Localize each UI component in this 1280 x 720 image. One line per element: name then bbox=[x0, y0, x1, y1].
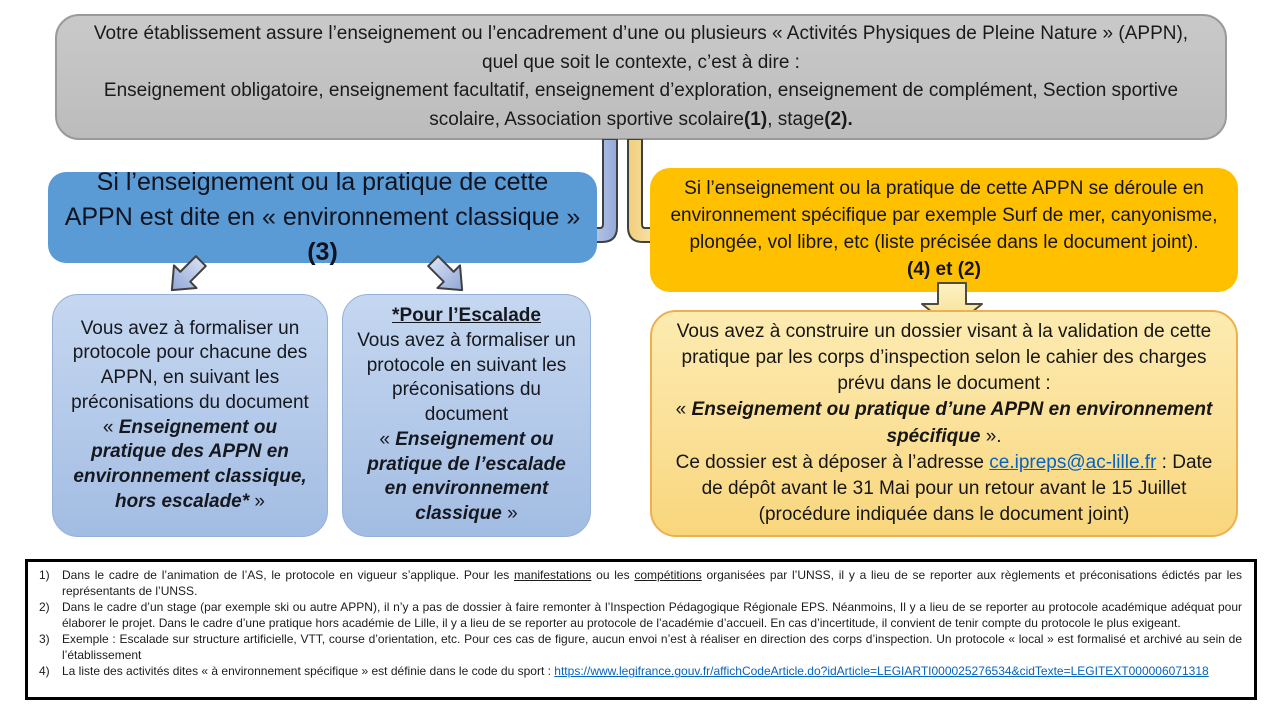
text-run: Enseignement obligatoire, enseignement facultatif, enseignement d’exploration, enseignement de complément, Section sportive scolaire, Association sportive scolaire bbox=[103, 80, 1179, 130]
text-run: Dans le cadre de l’animation de l’AS, le protocole en vigueur s’applique. Pour les bbox=[62, 568, 515, 582]
footnote-item bbox=[34, 631, 1242, 663]
text-run: » bbox=[501, 502, 518, 524]
footnote-number: 2) bbox=[39, 600, 50, 615]
classic-condition-text bbox=[62, 165, 583, 270]
specific-condition-text bbox=[668, 176, 1220, 284]
dossier-text bbox=[668, 319, 1220, 529]
footnote-text bbox=[62, 567, 1242, 599]
text-run: « bbox=[675, 399, 692, 421]
text-run: Enseignement ou pratique des APPN en environnement classique, hors escalade* bbox=[73, 416, 307, 512]
footnote-number: 4) bbox=[39, 664, 50, 679]
footnote-item bbox=[34, 599, 1242, 631]
legifrance-link[interactable]: https://www.legifrance.gouv.fr/affichCodeArticle.do?idArticle=LEGIARTI000025276534&cidTexte=LEGITEXT000006071318 bbox=[554, 664, 1209, 679]
text-run: manifestations bbox=[514, 568, 592, 582]
text-run: : Date de dépôt avant le 31 Mai pour un retour avant le 15 Juillet (procédure indiquée dans le document joint) bbox=[701, 451, 1213, 526]
dossier-box bbox=[650, 310, 1238, 537]
text-run: , stage bbox=[767, 108, 825, 130]
protocol-appn-text bbox=[65, 317, 315, 515]
text-run: Si l’enseignement ou la pratique de cette APPN est dite en « environnement classique » bbox=[64, 168, 581, 231]
text-run: Exemple : Escalade sur structure artificielle, VTT, course d’orientation, etc. Pour ces cas de figure, aucun envoi n’est à réaliser en direction des corps d’inspection. Un protocole « local » est formalisé et archivé au sein de l’établissement bbox=[62, 632, 1242, 663]
email-link[interactable]: ce.ipreps@ac-lille.fr bbox=[989, 451, 1157, 473]
classic-condition-box bbox=[48, 168, 597, 266]
text-run: Vous avez à formaliser un protocole en suivant les préconisations du document bbox=[357, 330, 576, 426]
text-run: Dans le cadre d’un stage (par exemple ski ou autre APPN), il n’y a pas de dossier à faire remonter à l’Inspection Pédagogique Régionale EPS. Néanmoins, Il y a lieu de se reporter au protocole académique adéquat pour élaborer le projet. Dans le cadre d’une pratique hors académie de Lille, il y a lieu de se reporter au protocole de l’académie d’accueil. En cas d’incertitude, il convient de tenir compte du protocole le plus exigeant. bbox=[62, 600, 1242, 631]
text-run: (2). bbox=[824, 108, 853, 130]
intro-text bbox=[87, 20, 1195, 134]
text-run: La liste des activités dites « à environnement spécifique » est définie dans le code du sport : bbox=[62, 664, 555, 679]
footnote-text bbox=[62, 663, 1242, 679]
text-run: *Pour l’Escalade bbox=[392, 305, 541, 327]
footnotes-box bbox=[25, 559, 1257, 700]
text-run: Enseignement ou pratique d’une APPN en environnement spécifique bbox=[691, 399, 1213, 447]
text-run: ». bbox=[980, 425, 1002, 447]
intro-box bbox=[55, 14, 1227, 140]
footnote-item bbox=[34, 567, 1242, 599]
protocol-appn-box bbox=[52, 294, 328, 537]
text-run: ou les bbox=[591, 568, 635, 582]
footnote-number: 3) bbox=[39, 632, 50, 647]
text-run: » bbox=[249, 490, 265, 512]
footnote-item bbox=[34, 663, 1242, 679]
protocol-escalade-box bbox=[342, 294, 591, 537]
text-run: (1) bbox=[743, 108, 768, 130]
footnote-number: 1) bbox=[39, 568, 50, 582]
text-run: Si l’enseignement ou la pratique de cette APPN se déroule en environnement spécifique par exemple Surf de mer, canyonisme, plongée, vol libre, etc (liste précisée dans le document joint). bbox=[670, 178, 1218, 253]
text-run: « bbox=[379, 428, 396, 450]
text-run: compétitions bbox=[634, 568, 702, 582]
text-run: Vous avez à formaliser un protocole pour chacune des APPN, en suivant les préconisations du document bbox=[71, 317, 309, 413]
protocol-escalade-text bbox=[355, 304, 578, 526]
text-run: Votre établissement assure l’enseignement ou l’encadrement d’une ou plusieurs « Activités Physiques de Pleine Nature » (APPN), quel que soit le contexte, c’est à dire : bbox=[93, 23, 1189, 73]
footnote-text bbox=[62, 599, 1242, 631]
text-run: organisées par l’UNSS, il y a lieu de se reporter aux règlements et préconisations édictés par les représentants de l’UNSS. bbox=[62, 568, 1242, 599]
text-run: Ce dossier est à déposer à l’adresse bbox=[675, 451, 990, 473]
footnote-text bbox=[62, 631, 1242, 663]
text-run: Vous avez à construire un dossier visant à la validation de cette pratique par les corps d’inspection selon le cahier des charges prévu dans le document : bbox=[676, 320, 1212, 395]
text-run: (3) bbox=[307, 238, 338, 266]
specific-condition-box bbox=[650, 168, 1238, 292]
text-run: Enseignement ou pratique de l’escalade en environnement classique bbox=[367, 428, 566, 524]
text-run: « bbox=[102, 416, 119, 438]
text-run: (4) et (2) bbox=[907, 258, 981, 280]
